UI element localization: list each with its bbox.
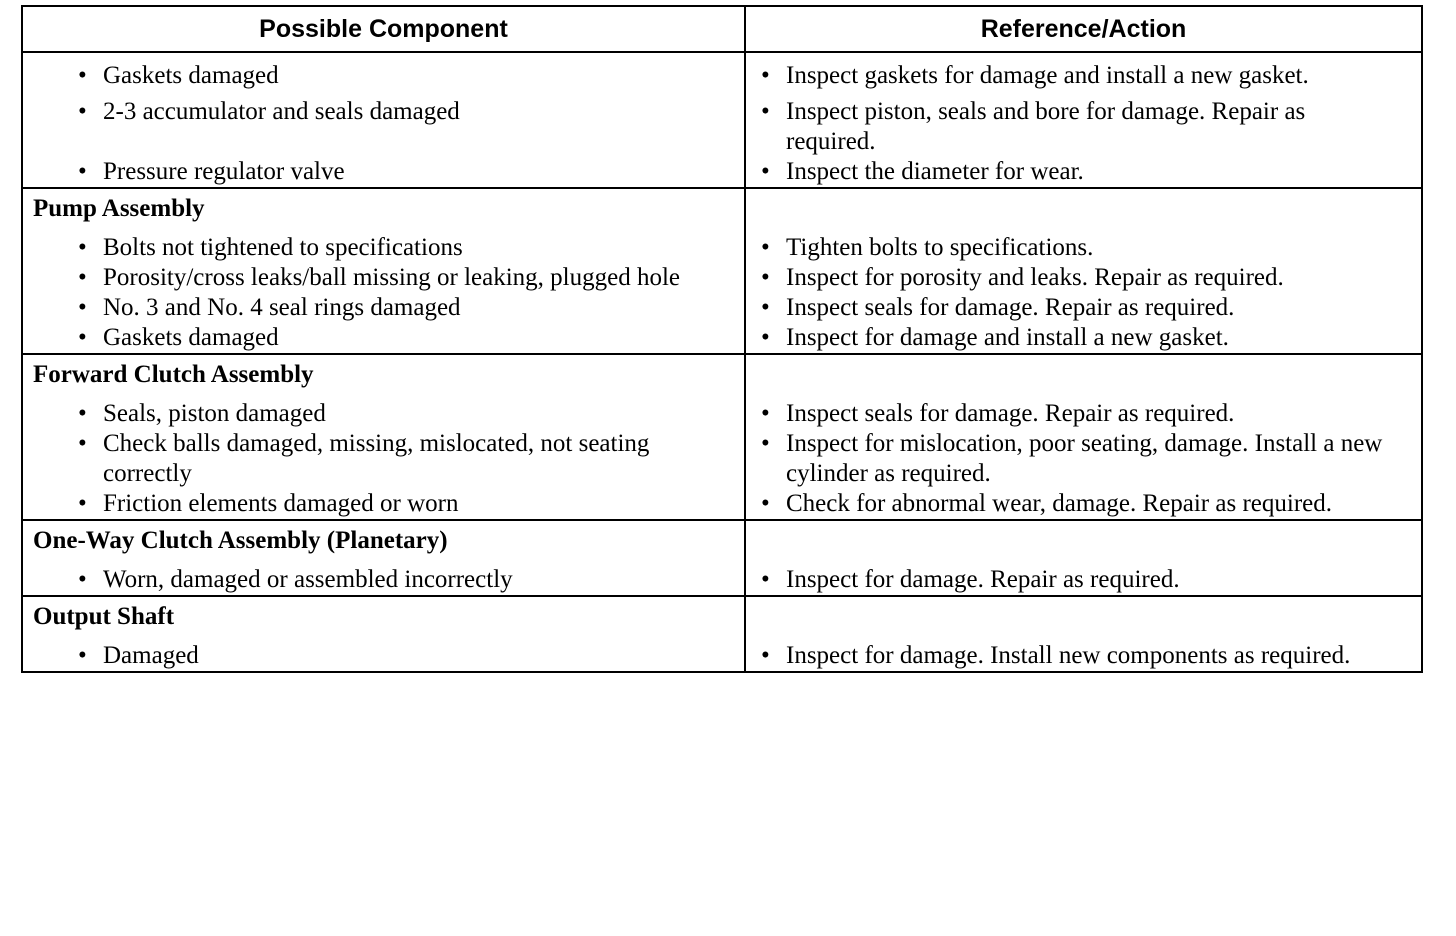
table-row — [22, 52, 1422, 97]
section-heading-row — [22, 188, 1422, 233]
bullet-icon: • — [761, 62, 770, 89]
table-row — [22, 233, 1422, 263]
component-item: • Gaskets damaged — [78, 324, 279, 351]
bullet-icon: • — [761, 264, 770, 291]
section-title-empty — [745, 520, 1422, 565]
component-item: • Porosity/cross leaks/ball missing or leaking, plugged hole — [78, 264, 681, 291]
bullet-icon: • — [761, 158, 770, 185]
action-item: • Inspect the diameter for wear. — [761, 158, 1084, 185]
header-row — [22, 6, 1422, 52]
component-item: • Bolts not tightened to specifications — [78, 234, 463, 261]
bullet-icon: • — [78, 158, 87, 185]
component-item: • Pressure regulator valve — [78, 158, 345, 185]
section-heading-row — [22, 520, 1422, 565]
table-row — [22, 641, 1422, 672]
table-row — [22, 293, 1422, 323]
action-item: • Inspect gaskets for damage and install a new gasket. — [761, 62, 1309, 89]
bullet-icon: • — [78, 566, 87, 593]
table-row — [22, 489, 1422, 520]
component-item: • Friction elements damaged or worn — [78, 490, 459, 517]
bullet-icon: • — [761, 490, 770, 517]
section-heading-row — [22, 596, 1422, 641]
action-item: • Inspect for damage. Install new components as required. — [761, 642, 1351, 669]
bullet-icon: • — [761, 98, 770, 125]
component-item: • 2-3 accumulator and seals damaged — [78, 98, 460, 125]
component-item: • Worn, damaged or assembled incorrectly — [78, 566, 513, 593]
action-item: • Tighten bolts to specifications. — [761, 234, 1094, 261]
bullet-icon: • — [78, 324, 87, 351]
table-row — [22, 157, 1422, 188]
header-reference-action: Reference/Action — [745, 6, 1422, 52]
table-row — [22, 323, 1422, 354]
section-title-pump-assembly: Pump Assembly — [22, 188, 745, 233]
section-title-one-way-clutch-assembly: One-Way Clutch Assembly (Planetary) — [22, 520, 745, 565]
action-item: • Check for abnormal wear, damage. Repair as required. — [761, 490, 1332, 517]
bullet-icon: • — [78, 430, 87, 457]
action-item: • Inspect for damage. Repair as required. — [761, 566, 1180, 593]
component-item: • No. 3 and No. 4 seal rings damaged — [78, 294, 461, 321]
section-heading-row — [22, 354, 1422, 399]
bullet-icon: • — [78, 400, 87, 427]
bullet-icon: • — [78, 98, 87, 125]
action-item: • Inspect for porosity and leaks. Repair as required. — [761, 264, 1284, 291]
bullet-icon: • — [78, 294, 87, 321]
diagnosis-table — [21, 5, 1423, 673]
table-row — [22, 263, 1422, 293]
bullet-icon: • — [761, 566, 770, 593]
table-row — [22, 97, 1422, 157]
action-item: • Inspect for mislocation, poor seating, damage. Install a new cylinder as required. — [761, 430, 1383, 487]
bullet-icon: • — [761, 294, 770, 321]
bullet-icon: • — [761, 400, 770, 427]
table-row — [22, 565, 1422, 596]
bullet-icon: • — [761, 430, 770, 457]
section-title-empty — [745, 354, 1422, 399]
component-item: • Check balls damaged, missing, mislocated, not seating correctly — [78, 430, 650, 487]
action-item: • Inspect seals for damage. Repair as required. — [761, 294, 1235, 321]
bullet-icon: • — [78, 234, 87, 261]
section-title-empty — [745, 596, 1422, 641]
bullet-icon: • — [78, 490, 87, 517]
component-item: • Gaskets damaged — [78, 62, 279, 89]
table-row — [22, 429, 1422, 489]
component-item: • Damaged — [78, 642, 199, 669]
bullet-icon: • — [78, 642, 87, 669]
bullet-icon: • — [761, 642, 770, 669]
table-row — [22, 399, 1422, 429]
action-item: • Inspect for damage and install a new gasket. — [761, 324, 1229, 351]
header-possible-component: Possible Component — [22, 6, 745, 52]
section-title-empty — [745, 188, 1422, 233]
action-item: • Inspect piston, seals and bore for damage. Repair as required. — [761, 98, 1306, 155]
bullet-icon: • — [761, 234, 770, 261]
bullet-icon: • — [78, 264, 87, 291]
section-title-output-shaft: Output Shaft — [22, 596, 745, 641]
bullet-icon: • — [761, 324, 770, 351]
component-item: • Seals, piston damaged — [78, 400, 326, 427]
bullet-icon: • — [78, 62, 87, 89]
action-item: • Inspect seals for damage. Repair as required. — [761, 400, 1235, 427]
section-title-forward-clutch-assembly: Forward Clutch Assembly — [22, 354, 745, 399]
